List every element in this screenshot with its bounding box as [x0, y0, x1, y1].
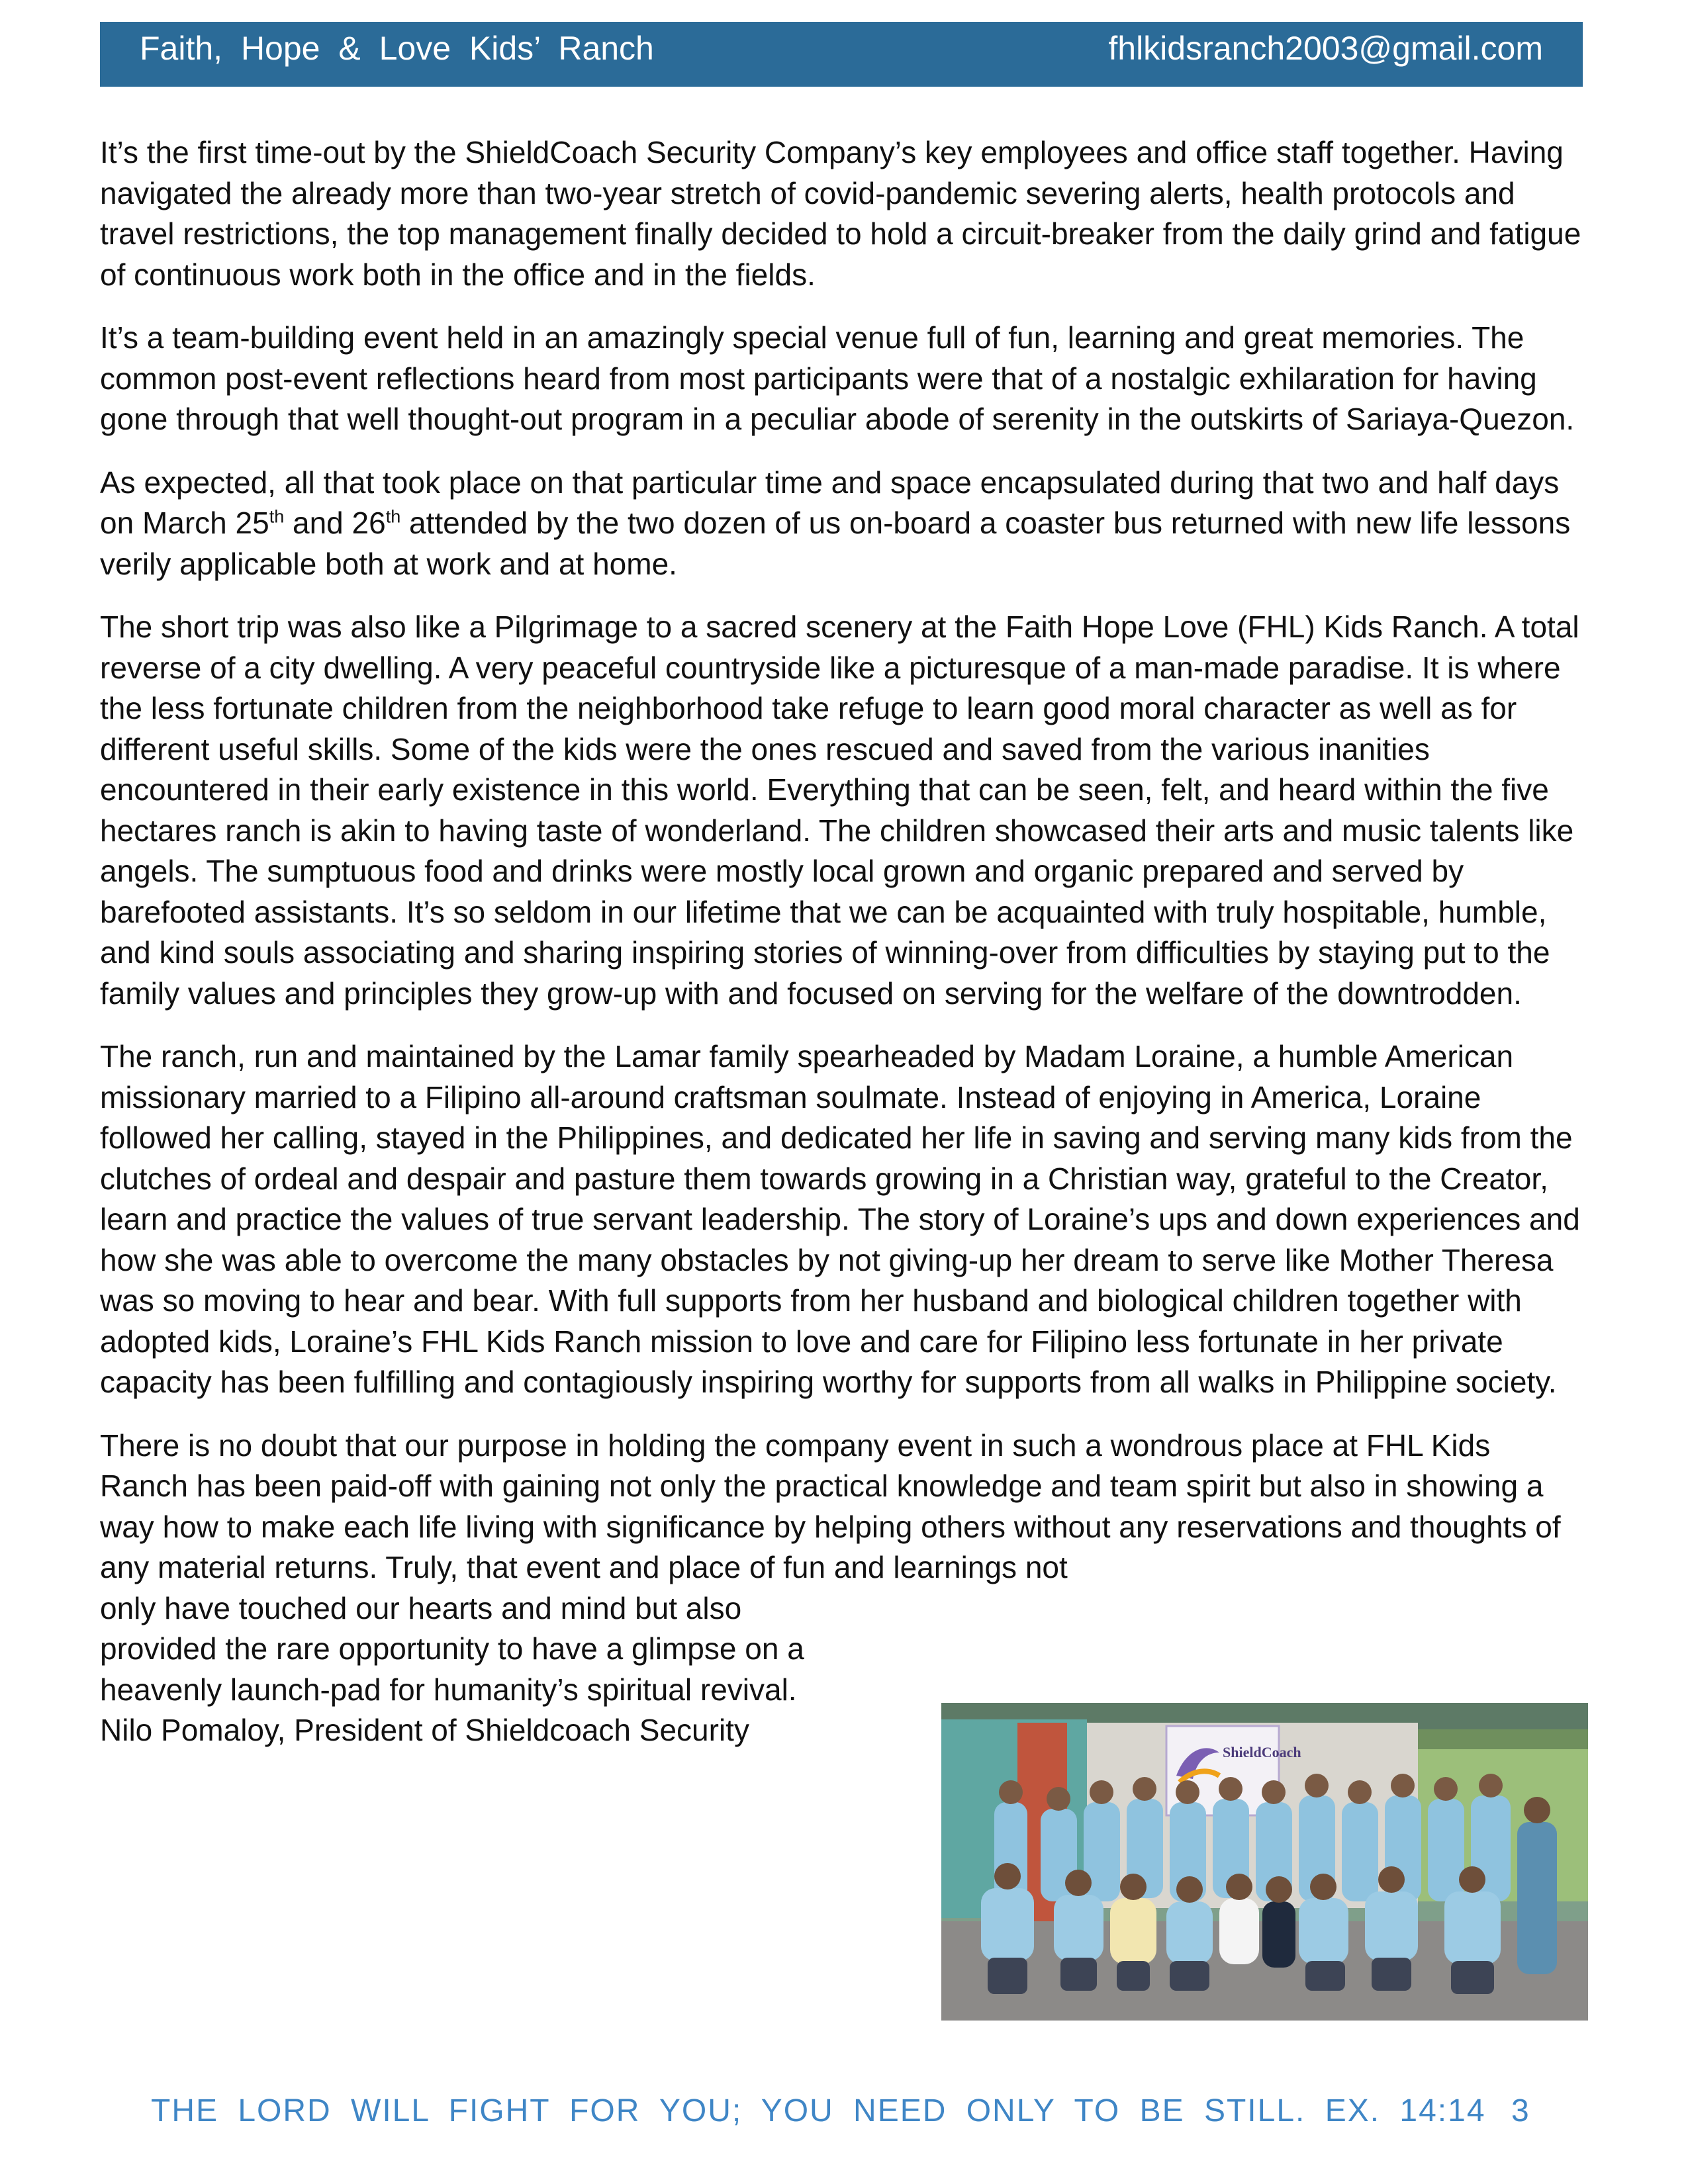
header-email: fhlkidsranch2003@gmail.com	[1108, 30, 1543, 67]
signature: Nilo Pomaloy, President of Shieldcoach Security	[100, 1713, 749, 1747]
paragraph-6-line-3: heavenly launch-pad for humanity’s spiritual revival.	[100, 1672, 797, 1707]
paragraph-2: It’s a team-building event held in an amazingly special venue full of fun, learning and great memories. The common post-event reflections heard from most participants were that of a nostalgic exhilaration for having gone through that well thought-out program in a peculiar abode of serenity in the outskirts of Sariaya-Quezon.	[100, 320, 1575, 436]
paragraph-3-part-b: and 26	[284, 506, 386, 540]
article-body	[100, 132, 1583, 1774]
page-footer	[151, 2091, 1548, 2131]
paragraph-5: The ranch, run and maintained by the Lamar family spearheaded by Madam Loraine, a humble American missionary married to a Filipino all-around craftsman soulmate. Instead of enjoying in America, Loraine followed her calling, stayed in the Philippines, and dedicated her life in saving and serving many kids from the clutches of ordeal and despair and pasture them towards growing in a Christian way, grateful to the Creator, learn and practice the values of true servant leadership. The story of Loraine’s ups and down experiences and how she was able to overcome the many obstacles by not giving-up her dream to serve like Mother Theresa was so moving to hear and bear. With full supports from her husband and biological children together with adopted kids, Loraine’s FHL Kids Ranch mission to love and care for Filipino less fortunate in her private capacity has been fulfilling and contagiously inspiring worthy for supports from all walks in Philippine society.	[100, 1039, 1580, 1399]
paragraph-3-part-a: As expected, all that took place on that particular time and space encapsulated during that two and half days on March 25	[100, 465, 1560, 540]
paragraph-6-line-1: only have touched our hearts and mind but also	[100, 1590, 742, 1625]
paragraph-3	[100, 463, 1583, 585]
header-title: Faith, Hope & Love Kids’ Ranch	[140, 30, 654, 67]
page-header	[100, 22, 1583, 87]
paragraph-4: The short trip was also like a Pilgrimage to a sacred scenery at the Faith Hope Love (FHL) Kids Ranch. A total reverse of a city dwelling. A very peaceful countryside like a picturesque of a man-made paradise. It is where the less fortunate children from the neighborhood take refuge to learn good moral character as well as for different useful skills. Some of the kids were the ones rescued and saved from the various inanities encountered in their early existence in this world. Everything that can be seen, felt, and heard within the five hectares ranch is akin to having taste of wonderland. The children showcased their arts and music talents like angels. The sumptuous food and drinks were mostly local grown and organic prepared and served by barefooted assistants. It’s so seldom in our lifetime that we can be acquainted with truly hospitable, humble, and kind souls associating and sharing inspiring stories of winning-over from difficulties by staying put to the family values and principles they grow-up with and focused on serving for the welfare of the downtrodden.	[100, 610, 1579, 1011]
paragraph-3-part-c: attended by the two dozen of us on-board a coaster bus returned with new life lessons verily applicable both at work and at home.	[100, 506, 1571, 581]
footer-motto: THE LORD WILL FIGHT FOR YOU; YOU NEED ONLY TO BE STILL. EX. 14:14	[151, 2093, 1486, 2128]
paragraph-1: It’s the first time-out by the ShieldCoach Security Company’s key employees and office staff together. Having navigated the already more than two-year stretch of covid-pandemic severing alerts, health protocols and travel restrictions, the top management finally decided to hold a circuit-breaker from the daily grind and fatigue of continuous work both in the office and in the fields.	[100, 135, 1581, 292]
page-number: 3	[1511, 2093, 1529, 2128]
group-photo	[941, 1703, 1588, 2021]
ordinal-suffix: th	[385, 506, 401, 527]
paragraph-6-part-a: There is no doubt that our purpose in holding the company event in such a wondrous place at FHL Kids Ranch has been paid-off with gaining not only the practical knowledge and team spirit but also in showing a way how to make each life living with significance by helping others without any reservations and thoughts of any material returns. Truly, that event and place of fun and learnings not	[100, 1428, 1561, 1584]
paragraph-6	[100, 1426, 1583, 1711]
banner-text: ShieldCoach	[1223, 1744, 1301, 1760]
group-photo-illustration	[941, 1703, 1588, 2021]
ordinal-suffix: th	[269, 506, 285, 527]
paragraph-6-line-2: provided the rare opportunity to have a glimpse on a	[100, 1631, 804, 1666]
